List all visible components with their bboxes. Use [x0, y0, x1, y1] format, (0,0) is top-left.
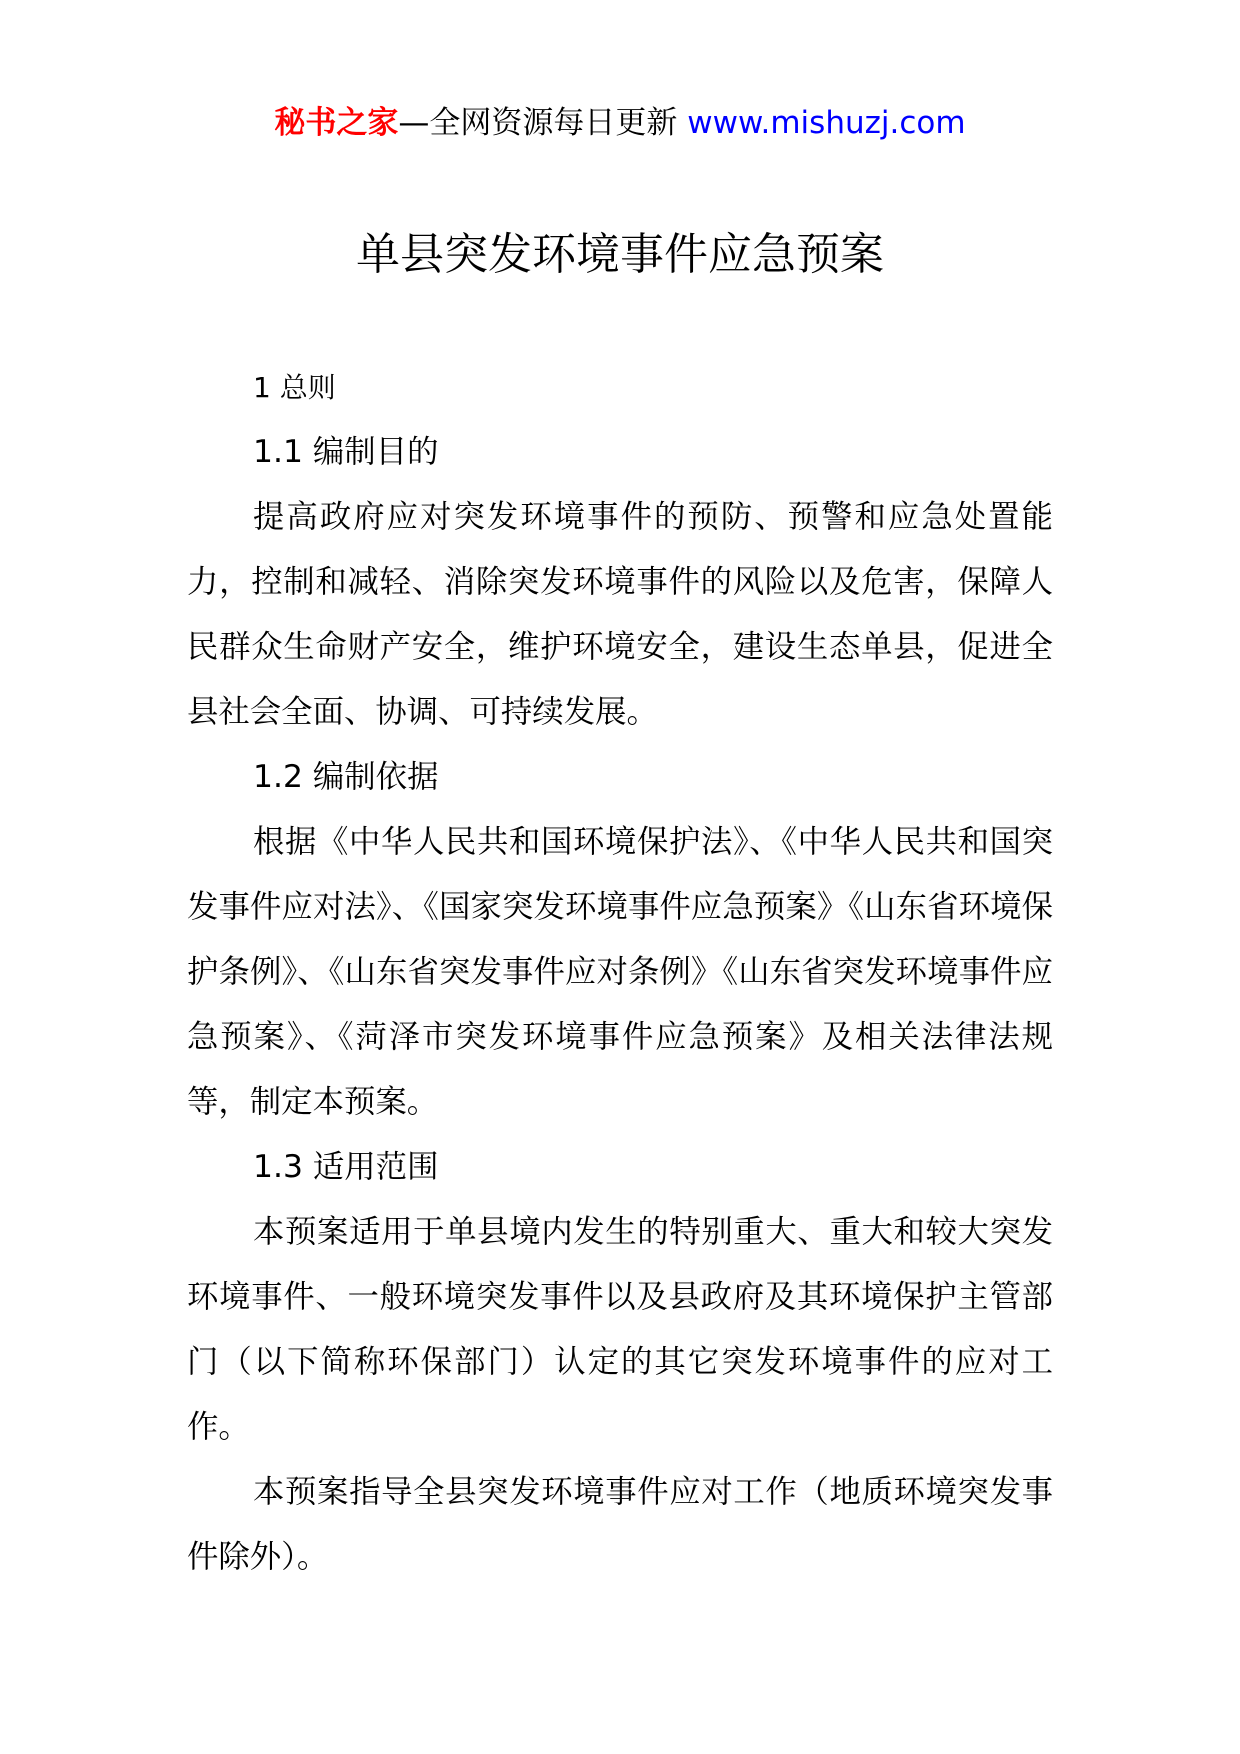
- section-heading-purpose: 1.1 编制目的: [253, 434, 439, 470]
- site-header: [0, 100, 1240, 146]
- paragraph-basis: 根据《中华人民共和国环境保护法》、《中华人民共和国突发事件应对法》、《国家突发环境事件应急预案》《山东省环境保护条例》、《山东省突发事件应对条例》《山东省突发环境事件应急预案》、《菏泽市突发环境事件应急预案》及相关法律法规等，制定本预案。: [187, 824, 1053, 1120]
- paragraph-purpose: 提高政府应对突发环境事件的预防、预警和应急处置能力，控制和减轻、消除突发环境事件的风险以及危害，保障人民群众生命财产安全，维护环境安全，建设生态单县，促进全县社会全面、协调、可持续发展。: [187, 499, 1053, 730]
- site-url-link[interactable]: www.mishuzj.com: [687, 105, 966, 141]
- site-brand: 秘书之家: [274, 105, 399, 141]
- paragraph-guidance: 本预案指导全县突发环境事件应对工作（地质环境突发事件除外）。: [187, 1474, 1053, 1575]
- document-body: [187, 355, 1053, 1590]
- section-heading-general: 1 总则: [253, 371, 336, 404]
- paragraph-scope: 本预案适用于单县境内发生的特别重大、重大和较大突发环境事件、一般环境突发事件以及县政府及其环境保护主管部门（以下简称环保部门）认定的其它突发环境事件的应对工作。: [187, 1214, 1053, 1445]
- section-heading-scope: 1.3 适用范围: [253, 1149, 439, 1185]
- section-heading-basis: 1.2 编制依据: [253, 759, 439, 795]
- document-title: 单县突发环境事件应急预案: [356, 229, 884, 280]
- site-tagline: —全网资源每日更新: [398, 105, 678, 141]
